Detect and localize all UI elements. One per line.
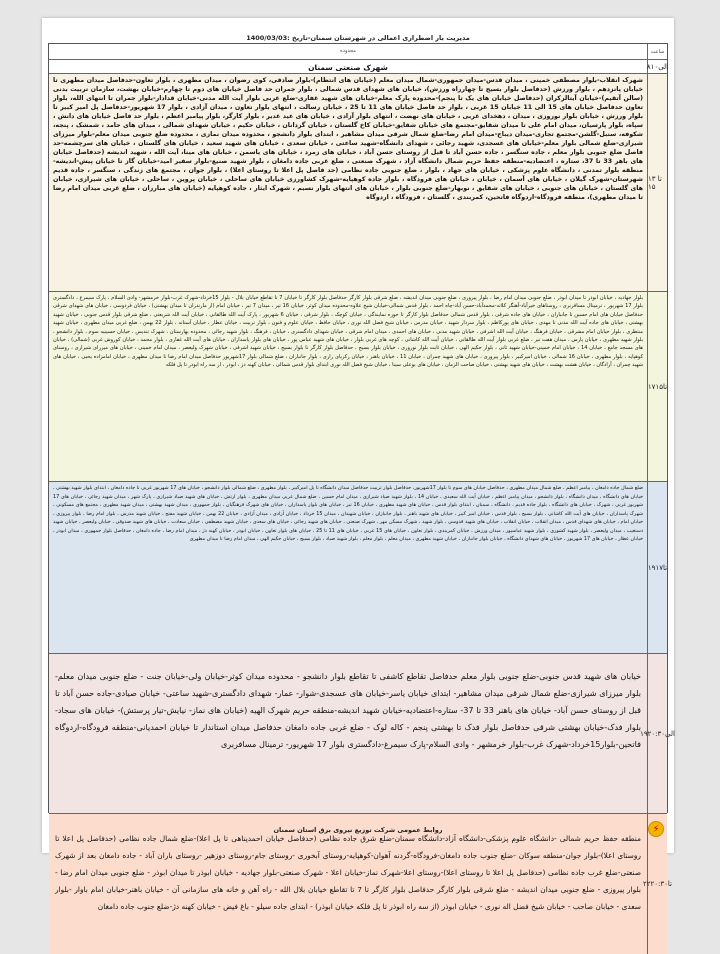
table-header-row	[49, 44, 667, 60]
table-row	[49, 292, 667, 482]
company-logo-icon: ⚡	[648, 821, 664, 837]
table-row	[49, 814, 673, 954]
row-areas: بلوار جهادیه ، خیابان ابوذر تا میدان ابوذر ، ضلع جنوبی میدان امام رضا ، بلوار پیروزی ، ضلع جنوبی میدان اندیشه ، ضلع شرقی بلوار کارگر حدفاصل بلوار کارگر تا خیابان 7 تا تقاطع خیابان بلال - بلوار 15خرداد-شهرک غرب-بلوار خرمشهر- وادی السلام ، پارک سیمرغ ، دادگستری بلوار 17 شهریور ، ترمینال مسافربری ، روستاهای خیرآباد-آهنگر کلاته-محمدآباد-حسن آباد-چاه احمد ، بلوار قدس شمالی-خیابان شیخ علاوه-محدوده میدان کوثر، خیابان 16 تیر ، میدان 7 تیر ، خیابان امام (از مازندران تا میدان بهشتی) ، خیابان فردوسی ، خیابان های شهدای شرقی حدفاصل خیابان های امام حسین تا جانبازان ، خیابان های جاده شرقی ، بلوار قدس شمالی حدفاصل بلوار کارگر تا حوزه نمایندگی ، خیابان کوچک ، بلوار شرقی ، خیابان 6 شهریور ، پارک آیت الله طالقانی ، خیابان آیت الله شریعتی ، ضلع شرقی بلوار قدس جنوبی ، خیابان شهید بهشتی ، خیابان های جاده آیت الله مدنی تا مهدی ، خیابان های پورکاظم ، بلوار سردار شهید ، خیابان مدرس ، خیابان شیخ فضل الله نوری ، خیابان حافظ ، خیابان علوم و فنون ، بلوار تربیت ، خیابان عطار ، خیابان آستانه ، بلوار 22 بهمن ، ضلع غربی میدان مطهری ، خیابان شهید منتظری ، بلوار خیابان امام مشرقی ، خیابان فرهنگ ، خیابان آیت الله اشرفی ، خیابان شهید مدنی ، خیابان های احمدی ، میدان امام شرقی ، خیابان شهدای دادگستری ، خیابان ، فرهنگ ، بلوار شهید رجائی ، محدوده بهارستان ، شهرک تندیس ، خیابان حسینیه سوم ، بلوار دانشجو ، بلوار شهید مطهری ، خیابان پارس ، میدان هفت تیر ، ضلع غربی بلوار آیت الله طالقانی ، خیابان آیت الله کاشانی ، کوچه های غربی بلوار ، خیابان های شهید عباس پور ، خیابان های بلوار پاسداران ، خیابان های آیت الله غفاری ، بلوار محمد ، خیابان کوروش غربی (شمالی) ، خیابان های مسجد جامع ، خیابان 14 ، خیابان امام خمینی-خیابان شهید ثانی ، بلوار حکیم الهی ، خیابان ثابت بلوار نوروزی ، خیابان بلوار بسیج ، حدفاصل بلوار کارگر تا بلوار بسیج ، خیابان شهید اشرفی ، خیابان شهرک ولیعصر ، میدان امام خمینی ، خیابان های میرزای شیرازی ، روستای کوهپایه ، بلوار مطهری ، خیابان 16 شمالی ، خیابان امیرکبیر ، بلوار پیروزی ، خیابان های شهید چمران ، خیابان 11 ، خیابان باهنر ، خیابان زکریای رازی ، بلوار جانبازان ، ضلع شمالی بلوار 17شهریور حدفاصل میدان امام رضا تا میدان مطهری ، خیابان امامزاده یحیی ، خیابان های شهید چمران ، آزادگان ، خیابان هشت بهشت ، خیابان های شهید بهشتی ، خیابان صاحب الزمان ، خیابان های بوعلی سینا ، خیابان شیخ فضل الله نوری ابتدای بلوار قدس شمالی ، خیابان کهنه دژ ، ابوذر ، از سه راه ابوذر تا پل فلکه	[53, 295, 644, 369]
table-row	[49, 654, 675, 814]
row-time: ۱۷تا۱۵	[647, 292, 667, 481]
row-time: ۱۹الی۲۰:۳۰	[647, 654, 667, 813]
header-time: ساعت	[647, 44, 667, 59]
region-name: شهرک صنعتی سمنان	[308, 63, 388, 72]
row-time: ۸الی۱۰	[647, 60, 667, 73]
document-page	[42, 18, 675, 911]
footer-text: روابط عمومی شرکت توزیع نیروی برق استان سمنان	[273, 826, 443, 834]
table-row	[49, 74, 667, 292]
row-time: ۱۳ تا ۱۵	[647, 74, 667, 291]
region-row	[49, 60, 667, 74]
row-areas: خیابان های شهید قدس جنوبی-ضلع جنوبی بلوار معلم حدفاصل تقاطع کاشفی تا تقاطع بلوار دانشجو - محدوده میدان کوثر-خیابان ولی-خیابان جنت - ضلع جنوبی میدان معلم-بلوار میرزای شیرازی-ضلع شمال شرقی میدان مشاهیر- ابتدای خیابان یاسر-خیابان های عسجدی-شوار- عمار- شهدای دادگستری-شهید ساعتی- خیابان صیادی-جاده حسن آباد تا قبل از روستای حسن آباد- خیابان های باهنر 33 تا 37- ستاره-اعتضادیه-خیابان شهید اندیشه-منطقه حریم شهرک الهیه (خیابان های نماز- نیایش-تیار پرستش)- خیابان های سجاد-بلوار فدک-خیابان بهشتی شرقی حدفاصل بلوار فدک تا بهشتی پنجم - کاله لوک - ضلع غربی جاده دامغان حدفاصل میدان استاندار تا خیابان احمدیانی-منطقه فرودگاه-اردوگاه فاتحین-بلوار15خرداد-شهرک غرب-بلوار خرمشهر - وادی السلام-پارک سیمرغ-دادگستری بلوار 17 شهریور- ترمینال مسافربری	[55, 671, 641, 749]
row-time: ۲۲تا۲۰:۳۰	[647, 814, 667, 954]
header-area: محدوده	[340, 48, 356, 54]
row-areas: شهرک انقلاب-بلوار مصطفی خمینی ، میدان قدس-میدان جمهوری-شمال میدان معلم (خیابان های انتظام)-بلوار صادقی، کوی رضوان ، میدان مطهری ، بلوار تعاون-حدفاصل میدان مطهری تا خیابان پانزدهم ، بلوار ورزش (حدفاصل بلوار بسیج تا چهارراه ورزش)، خیابان های شهدای قدس شمالی ، بلوار جمران حد فاصل خیابان های دوم تا چهارم-خیابان بهشت، سازمان تربیت بدنی (سالن آتقیم)-خیابان آیتالرکران (حدفاصل خیابان های یک تا پنجم)-محدوده پارک معلم-خیابان های شهید غفاری-ضلع غربی بلوار آیت الله مدنی-خیابان قدادار-بلوار جمران تا انتهای الله، بلوار تعاون حدفاصل خیابان های 15 الی 11 خیابان 15 غربی ، بلوار حد فاصل خیابان های 11 تا 25 ، خیابان رسالت ، انتهای بلوار تعاون ، میدان آزادی ، بلوار 17 شهریور-حدفاصل پل امیر کبیر تا بلوار ورزش ، خیابان بلوار نوروزی ، میدان ، دهخدای غربی ، خیابان های نهضت ، انتهای بلوار آزادی ، خیابان های عید غدیر ، بلوار کارگر، بلوار پیامبر اعظم ، بلوار حد فاصل خیابان های دانش ، سپاه، بلوار پارسیان، میدان امام علی تا میدان شقایق-مجتمع های خیابان شقایق-خیابان کاخ گلستان ، خیابان گردانان ، خیابان حکیم ، خیابان شهدای شمالی ، میدان های حامد ، شمشک ، پنجه، شکوفه، سنبل-گلشن-مجتمع تجاری-میدان دیباج-میدان امام رضا-ضلع شمال شرقی میدان مشاهیر ، ابتدای بلوار دانشجو ، محدوده میدان نمازی ، محدوده ضلع جنوبی میدان معلم-بلوار میرزای شیرازی-ضلع شمالی بلوار معلم-خیابان های عسجدی، شهید رجائی ، شهدای دانشگاه-شهید ساعتی ، خیابان سعدی ، خیابان های شهید سعید ، خیابان های گلستان ، خیابان های سرچشمه-حد فاصل ضلع جنوبی بلوار معلم ، جاده سنگسر ، جاده حسن آباد تا قبل از روستای حسن آباد ، خیابان های زمرد ، خیابان های یاسمن ، خیابان های مینا، آیت الله ، شهید اندیشه (حدفاصل خیابان های باهر 33 تا 37، ستاره ، اعتضادیه-منطقه حفظ حریم شمال دانشگاه آزاد ، شهرک صنعتی ، ضلع غربی جاده دامغان ، بلوار شهید صنیع-بلوار سفیر امید-خیابان گاز تا خیابان پیش-اندیشه-منطقه بلوار تمدنی ، دانشگاه علوم پزشکی ، خیابان های جهاد ، بلوار ، ضلع جنوبی جاده نظامی (حد فاصل پل اعلا تا روستای اعلا) ، بلوار جوان ، مجتمع های زندگی ، سنگسر ، جاده قدیم شهرستان-شهرک گیلان ، خیابان های آسمان ، خیابان ، خیابان های فرودگاه ، بلوار جاده کوهپایه-شهرک کشاورزی خیابان های ساحلی ، خیابان پروین ، ساحلی ، خیابان های شیرازی، خیابان های گلستان ، خیابان های جنوبی ، خیابان های شقایق ، نوبهار-ضلع جنوبی بلوار ، خیابان های انتهای بلوار نسیم ، شهرک ایثار ، جاده کوهپایه (خیابان های مبارزان ، ضلع غربی میدان امام رضا تا میدان مطهری)، منطقه فرودگاه-اردوگاه فاتحین، کمربندی ، گلستان ، فرودگاه ، اردوگاه	[53, 77, 643, 201]
row-areas: ضلع شمال جاده دامغان ، پیامبر اعظم ، ضلع شمال میدان مطهری ، حدفاصل خیابان های سوم تا بلوار 17شهریور، حدفاصل بلوار تربیت حدفاصل میدان دانشگاه تا پل امیرکبیر ، بلوار مطهری ، ضلع شمالی بلوار دانشجو ، خیابان های 17 شهریور غربی تا جاده دامغان ، ابتدای بلوار شهید بهشتی ، خیابان های دانشگاه ، میدان دانشگاه ، بلوار دانشجو ، میدان پیامبر اعظم ، خیابان آیت الله سعیدی ، خیابان 14 ، بلوار شهید صیاد شیرازی ، میدان امام حسین ، ضلع شمال غربی میدان مطهری ، بلوار ارتش ، خیابان های شهید صیاد شیرازی ، پارک شهر ، میدان شهید رجائی ، خیابان های 17 شهریور غربی ، شهرک ، خیابان های دانشگاه ، بلوار جاده قدیم ، دانشگاه ، سمنان ، ابتدای بلوار قدس ، خیابان های شهید مطهری ، خیابان 16 تیر ، خیابان های بلوار پاسداران ، خیابان های شهرک فرهنگیان ، بلوار جمهوری ، میدان شهید بهشتی ، میدان شهید مطهری ، مجتمع های مسکونی ، شهرک پاسداران ، خیابان های آیت الله کاشانی ، بلوار بسیج ، بلوار قدس ، خیابان امیر کبیر ، خیابان های شهید باهنر ، بلوار جانبازان ، خیابان شهیدان ، میدان 15 خرداد ، خیابان آزادی ، میدان آزادی ، خیابان 22 بهمن ، خیابان شهید مفتح ، خیابان شهید مدرس ، بلوار امام رضا ، بلوار پیروزی ، خیابان امام ، خیابان های شهدای قدس ، میدان انقلاب ، خیابان انقلاب ، خیابان های شهید قدوسی ، بلوار شهید ، شهرک مسکن مهر ، شهرک صنعتی ، خیابان های شهید رجائی ، خیابان های سعدی ، خیابان شهید مصطفی ، خیابان سعادت ، خیابان های شهید صدوقی ، خیابان ولیعصر ، خیابان شهید دستغیب ، میدان ولیعصر ، بلوار شهید کشوری ، بلوار شهید عباسپور ، میدان ورزش ، خیابان کمربندی ، بلوار تعاون ، خیابان های 15 غربی ، خیابان های 11 تا 25 ، خیابان های بلوار تعاون ، خیابان ابوذر ، خیابان کهنه دژ ، میدان امام رضا ، جاده دامغان ، حدفاصل بلوار جمهوری ، میدان ابوذر ، خیابان عطار ، خیابان های 17 شهریور ، خیابان های شهدای دانشگاه ، خیابان بلوار جانبازان ، خیابان شهید مطهری ، میدان معلم ، بلوار معلم ، بلوار شهید صیاد ، بلوار بسیج ، خیابان حکیم الهی ، میدان امام رضا تا میدان مطهری	[53, 485, 643, 542]
page-title: مدیریت بار اضطراری اعمالی در شهرستان سمنان-تاریخ :1400/03/03	[246, 34, 470, 42]
table-row	[49, 482, 667, 654]
row-areas: منطقه حفظ حریم شمالی -دانشگاه علوم پزشکی-دانشگاه آزاد-دانشگاه سمنان-ضلع شرق جاده نظامی (حدفاصل خیابان احمدپناهی تا پل اعلا)-ضلع شمال جاده نظامی (حدفاصل پل اعلا تا روستای اعلا)-بلوار جوان-منطقه سوکان -ضلع جنوب جاده دامغان-فرودگاه-گردنه آهوان-کوهپایه-روستای آبخوری -روستای جام-روستای دوزهیر -روستای باران آباد - جاده دامغان بعد از شهرک صنعتی-ضلع غرب جاده نظامی (حدفاصل پل اعلا تا روستای اعلا)-روستای اعلا-شهرک نماز-خیابان اعلا - شهرک صنعتی-بلوار جهادیه - خیابان ابوذر تا میدان ابوذر - ضلع جنوبی میدان امام رضا - بلوار پیروزی - ضلع جنوبی میدان اندیشه - ضلع شرقی بلوار کارگر حدفاصل بلوار کارگر تا 7 تا تقاطع خیابان بلال الله - راه آهن و خانه های سازمانی آن - خیابان باهنر-خیابان امام باوار -بلوار سعدی - خیابان صاحب - خیابان شیخ فضل اله نوری - خیابان ابوذر (از سه راه ابوذر تا پل فلکه خیابان ابوذر) - ابتدای جاده سیلو - باغ فیض - خیابان کهنه دژ-ضلع جنوب جاده دامغان	[55, 834, 641, 911]
row-time: ۱۹تا۱۷	[647, 482, 667, 653]
